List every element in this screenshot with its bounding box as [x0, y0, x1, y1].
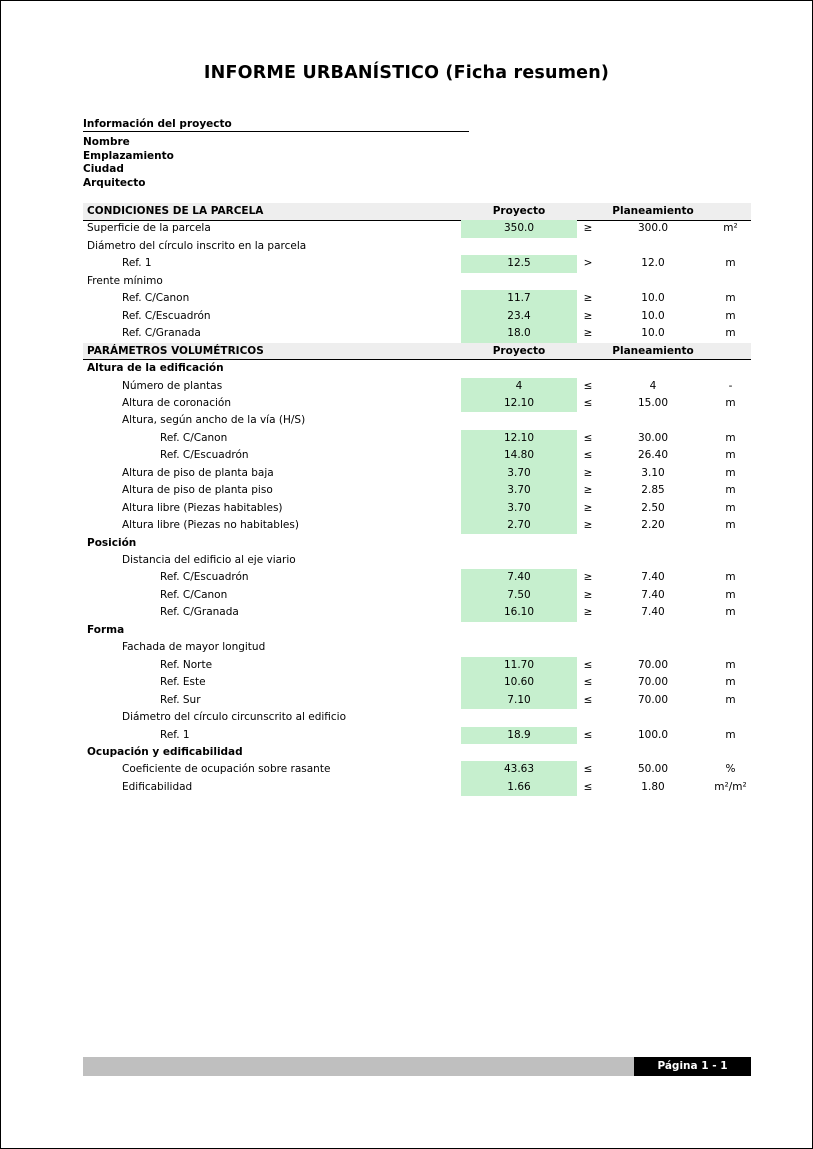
- table-row: [83, 290, 751, 307]
- column-header-planeamiento: Planeamiento: [612, 344, 694, 357]
- planning-value-cell: 10.0: [641, 292, 665, 305]
- table-row: [83, 255, 751, 272]
- unit-cell: m: [725, 606, 736, 619]
- planning-value-cell: 70.00: [637, 676, 669, 689]
- row-label: Fachada de mayor longitud: [122, 641, 266, 654]
- row-label: Ref. C/Escuadrón: [122, 309, 211, 322]
- comparison-operator: ≥: [583, 588, 593, 601]
- row-label: Altura de piso de planta baja: [122, 466, 274, 479]
- planning-value-cell: 7.40: [641, 588, 665, 601]
- project-value-cell: 16.10: [461, 604, 577, 621]
- unit-cell: m: [725, 449, 736, 462]
- planning-value-cell: 2.20: [641, 519, 665, 532]
- unit-cell: -: [728, 379, 733, 392]
- row-label: Ref. Norte: [160, 658, 213, 671]
- unit-cell: m: [725, 327, 736, 340]
- row-label: Ref. C/Granada: [122, 327, 201, 340]
- table-row: [83, 517, 751, 534]
- unit-cell: m: [725, 571, 736, 584]
- planning-value-cell: 3.10: [641, 466, 665, 479]
- unit-cell: m: [725, 431, 736, 444]
- project-value-cell: 2.70: [461, 517, 577, 534]
- row-label: Ref. 1: [160, 728, 190, 741]
- planning-value-cell: 300.0: [637, 222, 669, 235]
- comparison-operator: ≤: [583, 658, 593, 671]
- row-label: Altura de piso de planta piso: [122, 484, 273, 497]
- unit-cell: m: [725, 466, 736, 479]
- row-label: Ref. C/Escuadrón: [160, 449, 249, 462]
- project-field-location: Emplazamiento: [83, 150, 174, 162]
- page-title: INFORME URBANÍSTICO (Ficha resumen): [203, 63, 610, 83]
- unit-cell: m²/m²: [714, 780, 747, 793]
- planning-value-cell: 1.80: [641, 780, 665, 793]
- comparison-operator: ≤: [583, 676, 593, 689]
- group-label-row: [83, 639, 751, 656]
- project-value-cell: 7.50: [461, 587, 577, 604]
- column-header-proyecto: Proyecto: [492, 344, 546, 357]
- project-field-architect: Arquitecto: [83, 177, 146, 189]
- comparison-operator: ≤: [583, 449, 593, 462]
- table-row: [83, 569, 751, 586]
- project-value-cell: 7.40: [461, 569, 577, 586]
- section-header-row: [83, 343, 751, 361]
- row-label: CONDICIONES DE LA PARCELA: [87, 205, 264, 217]
- row-label: Frente mínimo: [87, 274, 163, 287]
- row-label: Altura de coronación: [122, 396, 231, 409]
- row-label: Diámetro del círculo inscrito en la parcela: [87, 239, 307, 252]
- table-row: [83, 500, 751, 517]
- table-row: [83, 482, 751, 499]
- planning-value-cell: 10.0: [641, 309, 665, 322]
- unit-cell: m: [725, 728, 736, 741]
- project-value-cell: 18.0: [461, 325, 577, 342]
- row-label: Forma: [87, 623, 125, 636]
- row-label: Ocupación y edificabilidad: [87, 745, 243, 758]
- project-value-cell: 1.66: [461, 779, 577, 796]
- table-row: [83, 447, 751, 464]
- group-label-row: [83, 238, 751, 255]
- group-label-row: [83, 552, 751, 569]
- comparison-operator: ≥: [583, 484, 593, 497]
- project-value-cell: 11.7: [461, 290, 577, 307]
- project-value-cell: 4: [461, 378, 577, 395]
- row-label: Distancia del edificio al eje viario: [122, 554, 296, 566]
- group-label-row: [83, 412, 751, 429]
- row-label: Altura de la edificación: [87, 362, 224, 375]
- row-label: Ref. 1: [122, 257, 152, 270]
- row-label: Posición: [87, 536, 137, 549]
- unit-cell: m: [725, 257, 736, 270]
- table-row: [83, 220, 751, 237]
- project-value-cell: 3.70: [461, 500, 577, 517]
- row-label: Coeficiente de ocupación sobre rasante: [122, 763, 331, 776]
- planning-value-cell: 15.00: [637, 396, 669, 409]
- row-label: Ref. C/Canon: [122, 292, 190, 305]
- table-row: [83, 604, 751, 621]
- table-row: [83, 430, 751, 447]
- planning-value-cell: 50.00: [637, 763, 669, 776]
- table-row: [83, 674, 751, 691]
- comparison-operator: ≥: [583, 606, 593, 619]
- planning-value-cell: 2.50: [641, 501, 665, 514]
- row-label: Superficie de la parcela: [87, 222, 211, 235]
- unit-cell: m: [725, 292, 736, 305]
- group-label-row: [83, 622, 751, 639]
- unit-cell: %: [725, 763, 736, 776]
- table-row: [83, 587, 751, 604]
- planning-value-cell: 7.40: [641, 571, 665, 584]
- table-row: [83, 325, 751, 342]
- comparison-operator: ≥: [583, 292, 593, 305]
- comparison-operator: ≤: [583, 728, 593, 741]
- project-value-cell: 3.70: [461, 482, 577, 499]
- comparison-operator: ≥: [583, 519, 593, 532]
- comparison-operator: ≥: [583, 571, 593, 584]
- project-value-cell: 23.4: [461, 308, 577, 325]
- table-row: [83, 727, 751, 744]
- unit-cell: m: [725, 519, 736, 532]
- comparison-operator: ≥: [583, 309, 593, 322]
- planning-value-cell: 4: [649, 379, 657, 392]
- planning-value-cell: 70.00: [637, 693, 669, 706]
- comparison-operator: ≤: [583, 780, 593, 793]
- table-row: [83, 779, 751, 796]
- planning-value-cell: 30.00: [637, 431, 669, 444]
- row-label: Ref. C/Canon: [160, 431, 228, 444]
- section-header-row: [83, 203, 751, 221]
- project-field-name: Nombre: [83, 136, 130, 148]
- unit-cell: m: [725, 501, 736, 514]
- comparison-operator: ≥: [583, 327, 593, 340]
- comparison-operator: ≤: [583, 693, 593, 706]
- row-label: Altura libre (Piezas no habitables): [122, 519, 299, 532]
- project-field-city: Ciudad: [83, 163, 124, 175]
- planning-value-cell: 12.0: [641, 257, 665, 270]
- row-label: Diámetro del círculo circunscrito al edificio: [122, 711, 347, 724]
- unit-cell: m: [725, 658, 736, 671]
- unit-cell: m: [725, 484, 736, 497]
- comparison-operator: ≥: [583, 222, 593, 235]
- row-label: Altura libre (Piezas habitables): [122, 501, 283, 514]
- table-row: [83, 395, 751, 412]
- project-info-header: Información del proyecto: [83, 117, 469, 132]
- comparison-operator: ≤: [583, 396, 593, 409]
- group-label-row: [83, 709, 751, 726]
- row-label: Ref. C/Canon: [160, 588, 228, 601]
- column-header-planeamiento: Planeamiento: [612, 205, 694, 217]
- comparison-operator: ≤: [583, 431, 593, 444]
- comparison-operator: >: [583, 257, 593, 270]
- planning-value-cell: 2.85: [641, 484, 665, 497]
- table-row: [83, 657, 751, 674]
- unit-cell: m: [725, 309, 736, 322]
- row-label: Número de plantas: [122, 379, 223, 392]
- project-value-cell: 10.60: [461, 674, 577, 691]
- table-row: [83, 378, 751, 395]
- group-label-row: [83, 535, 751, 552]
- table-row: [83, 308, 751, 325]
- group-label-row: [83, 744, 751, 761]
- unit-cell: m²: [723, 222, 738, 235]
- row-label: Ref. C/Granada: [160, 606, 239, 619]
- comparison-operator: ≥: [583, 501, 593, 514]
- row-label: Edificabilidad: [122, 780, 193, 793]
- unit-cell: m: [725, 676, 736, 689]
- footer-bar: [83, 1057, 634, 1076]
- unit-cell: m: [725, 396, 736, 409]
- project-value-cell: 12.10: [461, 395, 577, 412]
- project-value-cell: 43.63: [461, 761, 577, 778]
- project-value-cell: 3.70: [461, 465, 577, 482]
- group-label-row: [83, 273, 751, 290]
- row-label: PARÁMETROS VOLUMÉTRICOS: [87, 344, 264, 357]
- unit-cell: m: [725, 693, 736, 706]
- table-row: [83, 692, 751, 709]
- planning-value-cell: 10.0: [641, 327, 665, 340]
- project-value-cell: 18.9: [461, 727, 577, 744]
- comparison-operator: ≥: [583, 466, 593, 479]
- project-value-cell: 11.70: [461, 657, 577, 674]
- planning-value-cell: 26.40: [637, 449, 669, 462]
- comparison-operator: ≤: [583, 763, 593, 776]
- project-value-cell: 350.0: [461, 220, 577, 237]
- row-label: Altura, según ancho de la vía (H/S): [122, 414, 306, 427]
- table-row: [83, 465, 751, 482]
- planning-value-cell: 100.0: [637, 728, 669, 741]
- project-value-cell: 14.80: [461, 447, 577, 464]
- comparison-operator: ≤: [583, 379, 593, 392]
- project-value-cell: 12.10: [461, 430, 577, 447]
- group-label-row: [83, 360, 751, 377]
- planning-value-cell: 7.40: [641, 606, 665, 619]
- page-number: Página 1 - 1: [634, 1057, 751, 1076]
- project-value-cell: 7.10: [461, 692, 577, 709]
- project-value-cell: 12.5: [461, 255, 577, 272]
- column-header-proyecto: Proyecto: [492, 205, 546, 217]
- unit-cell: m: [725, 588, 736, 601]
- planning-value-cell: 70.00: [637, 658, 669, 671]
- table-row: [83, 761, 751, 778]
- row-label: Ref. Este: [160, 676, 206, 689]
- row-label: Ref. Sur: [160, 693, 201, 706]
- row-label: Ref. C/Escuadrón: [160, 571, 249, 584]
